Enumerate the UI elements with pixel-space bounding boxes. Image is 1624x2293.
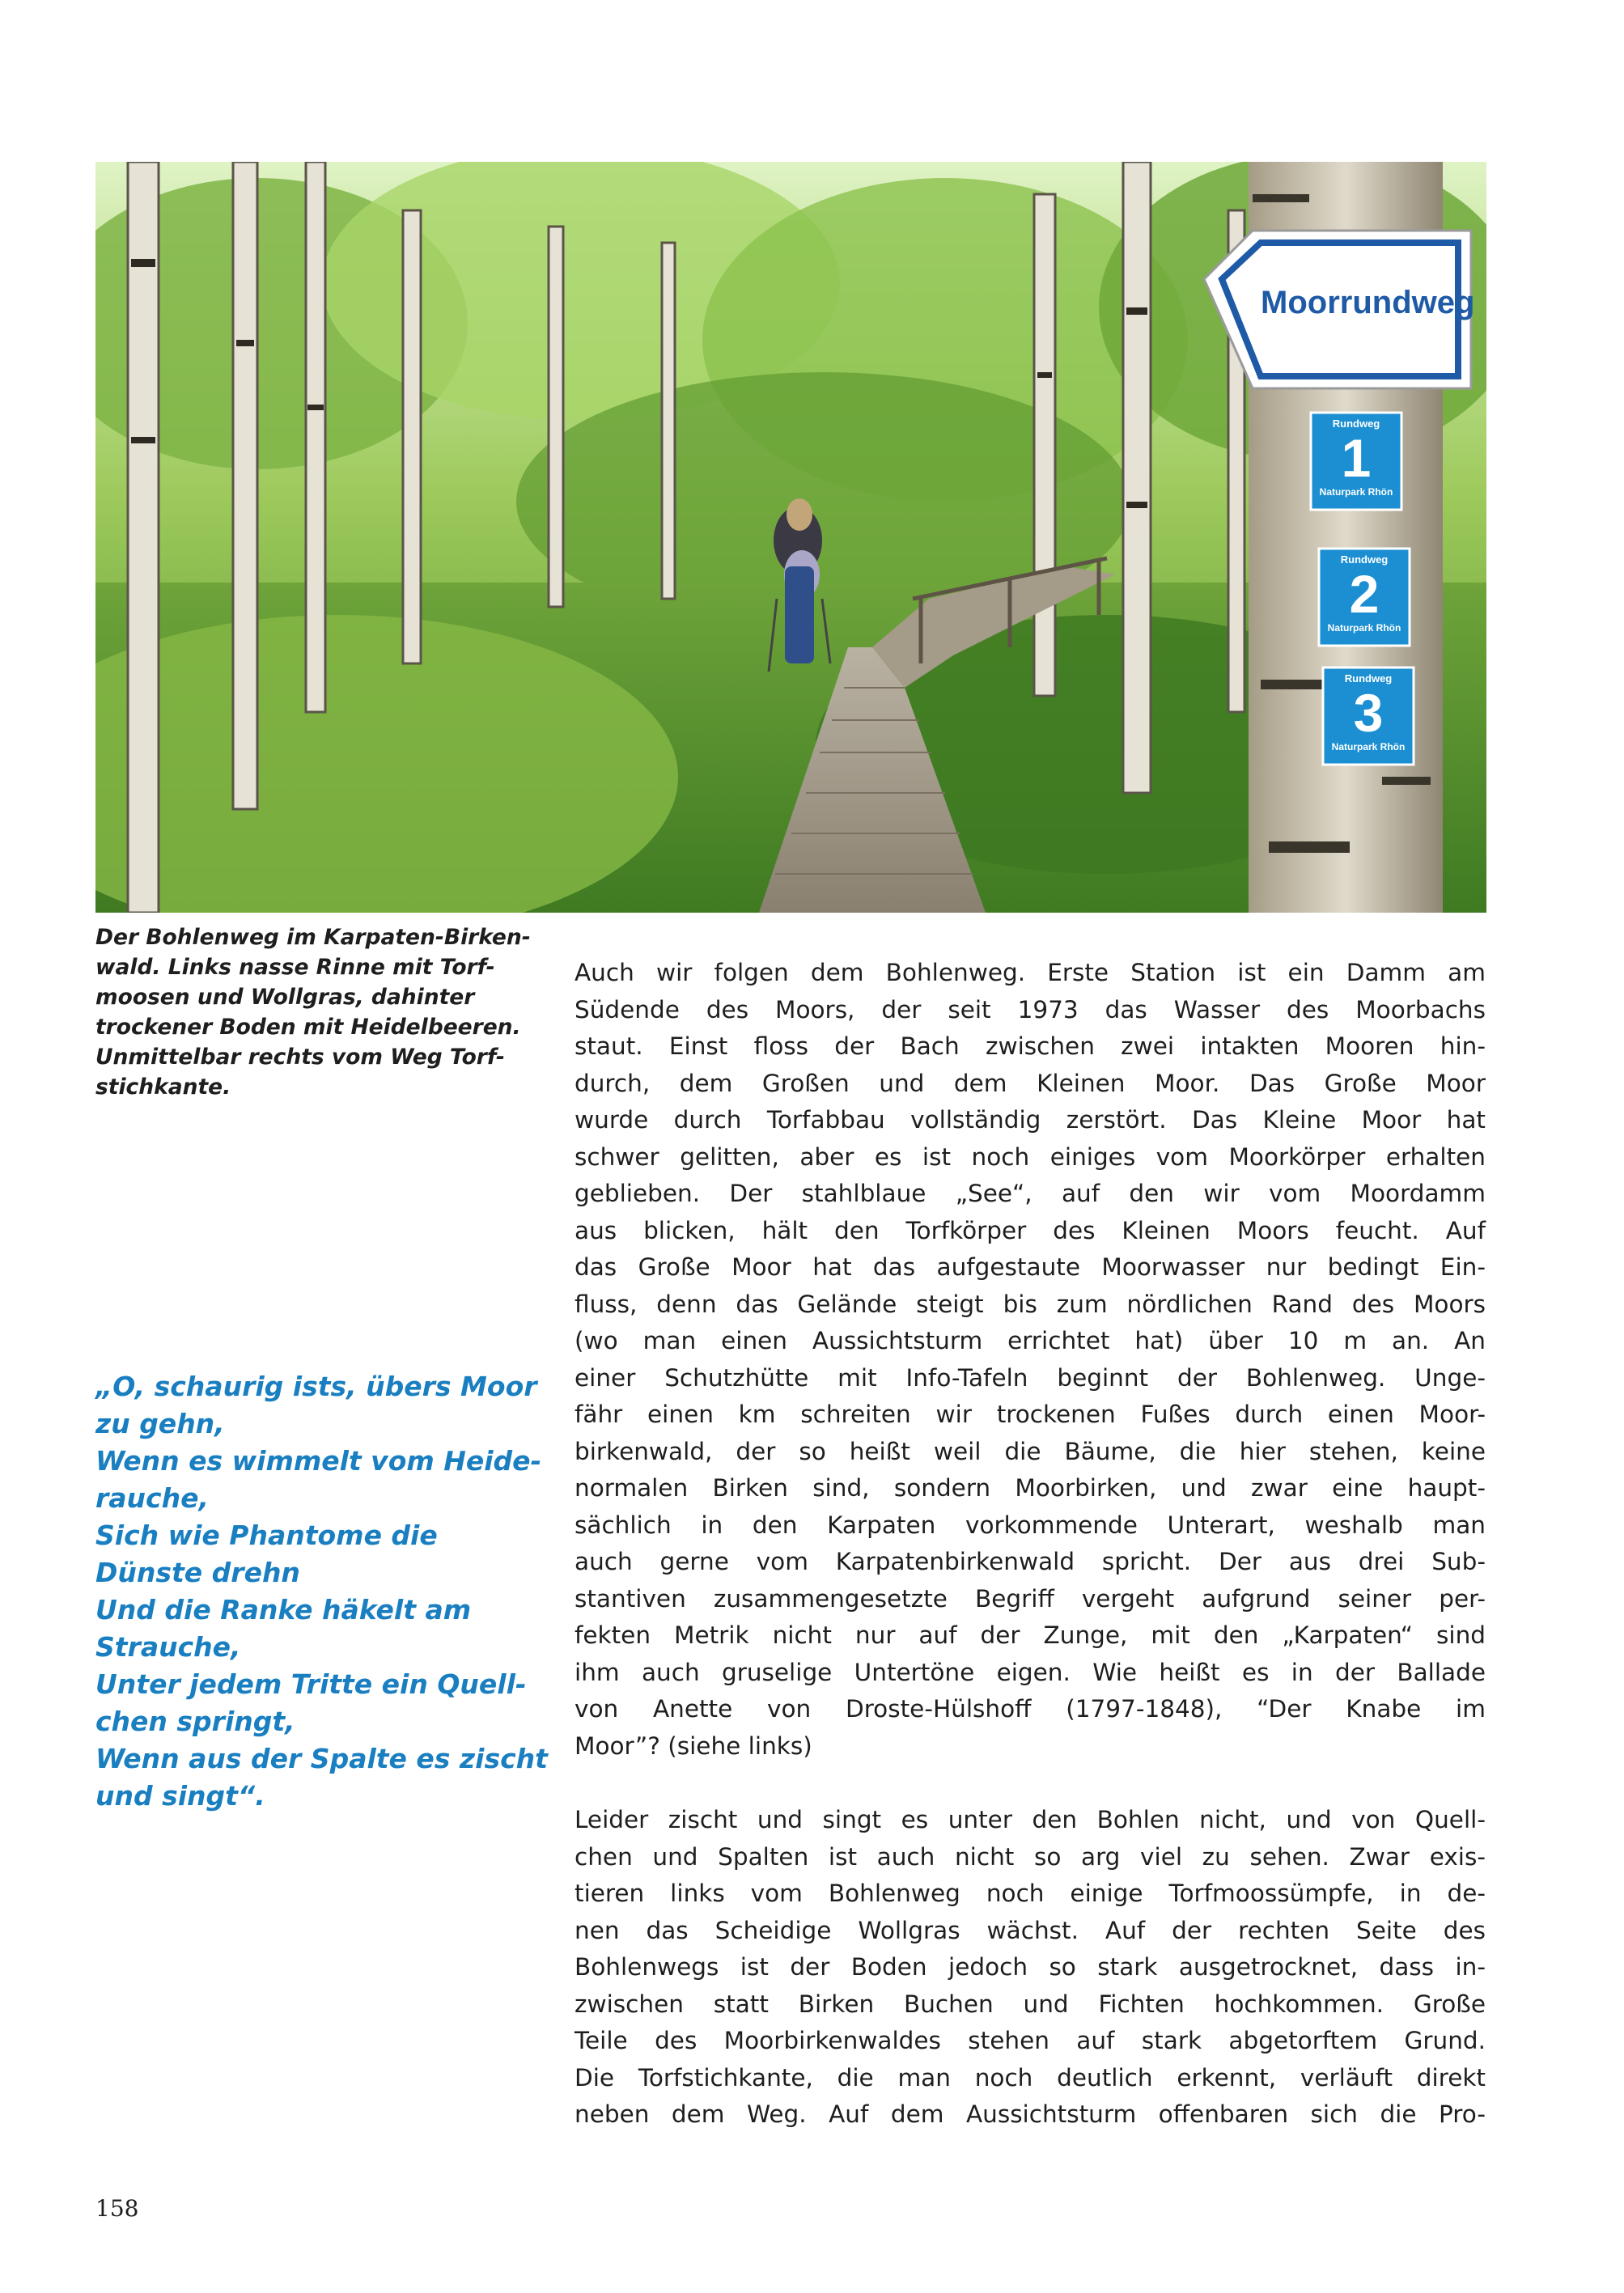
text-line: Auch wir folgen dem Bohlenweg. Erste Station ist ein Damm am bbox=[575, 959, 1486, 986]
route-marker-3 bbox=[1323, 668, 1414, 765]
text-line: fekten Metrik nicht nur auf der Zunge, mit den „Karpaten“ sind bbox=[575, 1621, 1486, 1649]
ballad-quote bbox=[95, 1368, 549, 1815]
text-line: Moor”? (siehe links) bbox=[575, 1731, 812, 1760]
forest-boardwalk-illustration bbox=[95, 162, 1486, 913]
route-marker-2 bbox=[1319, 549, 1410, 646]
text-line: Teile des Moorbirkenwaldes stehen auf stark abgetorftem Grund. bbox=[575, 2027, 1486, 2054]
quote-line: „O, schaurig ists, übers Moor bbox=[95, 1371, 537, 1402]
text-line: stantiven zusammengesetzte Begriff vergeht aufgrund seiner per- bbox=[575, 1584, 1486, 1613]
text-line: schwer gelitten, aber es ist noch einiges vom Moorkörper erhalten bbox=[575, 1142, 1486, 1171]
quote-line: Dünste drehn bbox=[95, 1557, 300, 1588]
text-line: birkenwald, der so heißt weil die Bäume, die hier stehen, keine bbox=[575, 1437, 1486, 1465]
route-marker-1 bbox=[1311, 413, 1401, 510]
quote-line: Sich wie Phantome die bbox=[95, 1519, 438, 1551]
caption-line: trockener Boden mit Heidelbeeren. bbox=[95, 1015, 521, 1040]
quote-line: zu gehn, bbox=[95, 1408, 225, 1439]
caption-line: Unmittelbar rechts vom Weg Torf- bbox=[95, 1045, 505, 1070]
main-text-column bbox=[575, 955, 1486, 2134]
text-line: (wo man einen Aussichtsturm errichtet hat) über 10 m an. An bbox=[575, 1327, 1486, 1354]
text-line: auch gerne vom Karpatenbirkenwald spricht. Der aus drei Sub- bbox=[575, 1548, 1486, 1575]
caption-line: stichkante. bbox=[95, 1074, 231, 1100]
text-line: das Große Moor hat das aufgestaute Moorwasser nur bedingt Ein- bbox=[575, 1253, 1486, 1281]
text-line: Leider zischt und singt es unter den Bohlen nicht, und von Quell- bbox=[575, 1806, 1486, 1833]
text-line: fluss, denn das Gelände steigt bis zum nördlichen Rand des Moors bbox=[575, 1290, 1486, 1318]
text-line: normalen Birken sind, sondern Moorbirken, und zwar eine haupt- bbox=[575, 1474, 1486, 1502]
quote-line: und singt“. bbox=[95, 1780, 265, 1812]
forest-boardwalk-photo bbox=[95, 162, 1486, 913]
route-marker-bottom-label: Naturpark Rhön bbox=[1331, 741, 1406, 752]
text-line: geblieben. Der stahlblaue „See“, auf den wir vom Moordamm bbox=[575, 1180, 1486, 1207]
text-line: durch, dem Großen und dem Kleinen Moor. Das Große Moor bbox=[575, 1069, 1486, 1097]
photo-caption bbox=[95, 922, 549, 1102]
quote-line: Und die Ranke häkelt am bbox=[95, 1594, 472, 1625]
paragraph-2 bbox=[575, 1802, 1486, 2134]
text-line: nen das Scheidige Wollgras wächst. Auf der rechten Seite des bbox=[575, 1916, 1486, 1944]
paragraph-gap bbox=[575, 1765, 1486, 1802]
route-marker-number: 1 bbox=[1341, 428, 1372, 488]
text-line: sächlich in den Karpaten vorkommende Unterart, weshalb man bbox=[575, 1511, 1486, 1539]
route-marker-number: 3 bbox=[1353, 683, 1384, 743]
route-marker-top-label: Rundweg bbox=[1332, 417, 1380, 430]
route-marker-bottom-label: Naturpark Rhön bbox=[1327, 622, 1401, 634]
caption-line: Der Bohlenweg im Karpaten-Birken- bbox=[95, 925, 531, 950]
moorrundweg-sign-label: Moorrundweg bbox=[1261, 285, 1475, 320]
text-line: neben dem Weg. Auf dem Aussichtsturm offenbaren sich die Pro- bbox=[575, 2100, 1486, 2128]
text-line: staut. Einst floss der Bach zwischen zwei intakten Mooren hin- bbox=[575, 1032, 1486, 1060]
text-line: fähr einen km schreiten wir trockenen Fußes durch einen Moor- bbox=[575, 1401, 1486, 1428]
quote-line: Wenn es wimmelt vom Heide- bbox=[95, 1445, 542, 1477]
quote-line: Unter jedem Tritte ein Quell- bbox=[95, 1668, 527, 1700]
route-marker-bottom-label: Naturpark Rhön bbox=[1319, 486, 1393, 498]
text-line: Bohlenwegs ist der Boden jedoch so stark ausgetrocknet, dass in- bbox=[575, 1953, 1486, 1981]
paragraph-1 bbox=[575, 955, 1486, 1765]
text-line: einer Schutzhütte mit Info-Tafeln beginnt der Bohlenweg. Unge- bbox=[575, 1363, 1486, 1392]
text-line: aus blicken, hält den Torfkörper des Kleinen Moors feucht. Auf bbox=[575, 1216, 1486, 1244]
text-line: tieren links vom Bohlenweg noch einige Torfmoossümpfe, in de- bbox=[575, 1880, 1486, 1907]
text-line: zwischen statt Birken Buchen und Fichten hochkommen. Große bbox=[575, 1990, 1486, 2018]
quote-line: Strauche, bbox=[95, 1631, 241, 1663]
text-line: chen und Spalten ist auch nicht so arg viel zu sehen. Zwar exis- bbox=[575, 1842, 1486, 1871]
quote-line: chen springt, bbox=[95, 1706, 295, 1737]
quote-line: Wenn aus der Spalte es zischt bbox=[95, 1743, 548, 1774]
text-line: von Anette von Droste-Hülshoff (1797-1848), “Der Knabe im bbox=[575, 1695, 1486, 1723]
text-line: ihm auch gruselige Untertöne eigen. Wie heißt es in der Ballade bbox=[575, 1658, 1486, 1686]
route-marker-number: 2 bbox=[1349, 564, 1380, 624]
caption-line: moosen und Wollgras, dahinter bbox=[95, 985, 475, 1010]
page-number: 158 bbox=[95, 2195, 139, 2222]
text-line: Südende des Moors, der seit 1973 das Wasser des Moorbachs bbox=[575, 995, 1486, 1024]
text-line: Die Torfstichkante, die man noch deutlich erkennt, verläuft direkt bbox=[575, 2063, 1486, 2092]
quote-line: rauche, bbox=[95, 1482, 210, 1514]
route-marker-top-label: Rundweg bbox=[1344, 672, 1393, 685]
caption-line: wald. Links nasse Rinne mit Torf- bbox=[95, 955, 495, 980]
route-marker-top-label: Rundweg bbox=[1340, 553, 1389, 566]
text-line: wurde durch Torfabbau vollständig zerstört. Das Kleine Moor hat bbox=[575, 1106, 1486, 1134]
